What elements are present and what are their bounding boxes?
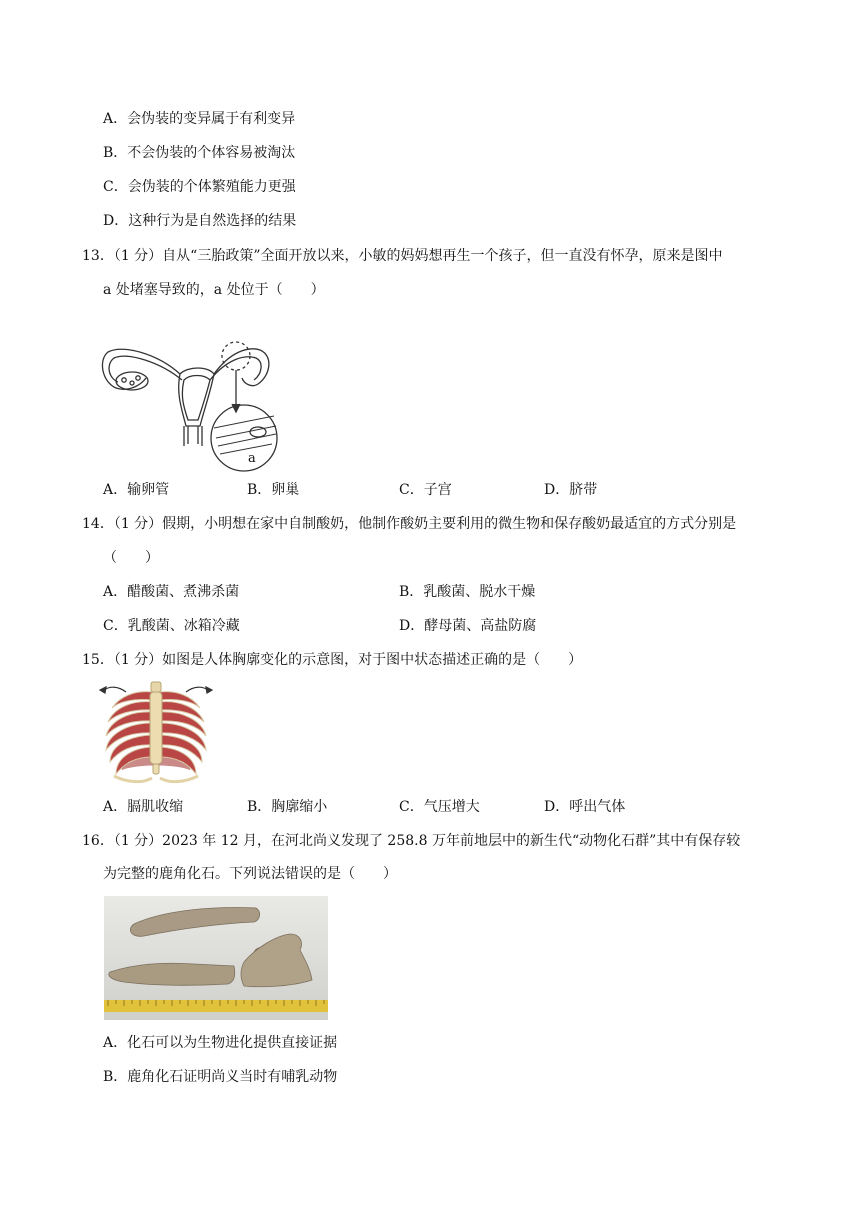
q13-option-c: C．子宫	[399, 482, 452, 498]
q15-option-d: D．呼出气体	[544, 799, 626, 815]
q13-option-d: D．脐带	[544, 482, 598, 498]
q13-stem-line1: 13．（1 分）自从“三胎政策”全面开放以来，小敏的妈妈想再生一个孩子，但一直没有怀孕，原来是图中	[82, 248, 723, 264]
q16-stem-line1: 16．（1 分）2023 年 12 月，在河北尚义发现了 258.8 万年前地层中的新生代“动物化石群”其中有保存较	[82, 833, 741, 849]
q12-option-a: A．会伪装的变异属于有利变异	[103, 111, 296, 127]
q13-option-a: A．输卵管	[103, 482, 170, 498]
q16-stem-line2: 为完整的鹿角化石。下列说法错误的是（ ）	[103, 866, 397, 882]
q15-option-a: A．膈肌收缩	[103, 799, 184, 815]
q14-stem-line1: 14．（1 分）假期，小明想在家中自制酸奶，他制作酸奶主要利用的微生物和保存酸奶最适宜的方式分别是	[82, 516, 737, 532]
q12-option-b: B．不会伪装的个体容易被淘汰	[103, 145, 296, 161]
q15-option-c: C．气压增大	[399, 799, 480, 815]
q12-option-d: D．这种行为是自然选择的结果	[103, 213, 297, 229]
q14-option-b: B．乳酸菌、脱水干燥	[399, 584, 536, 600]
q16-option-a: A．化石可以为生物进化提供直接证据	[103, 1035, 338, 1051]
antler-fossil-photo	[104, 896, 328, 1020]
q15-stem-line1: 15．（1 分）如图是人体胸廓变化的示意图，对于图中状态描述正确的是（ ）	[82, 652, 583, 668]
ribcage-diagram	[96, 678, 216, 790]
q14-option-a: A．醋酸菌、煮沸杀菌	[103, 584, 240, 600]
q14-stem-line2: （ ）	[103, 550, 159, 566]
q13-stem-line2: a 处堵塞导致的，a 处位于（ ）	[103, 282, 325, 298]
uterus-diagram	[98, 334, 280, 474]
q14-option-c: C．乳酸菌、冰箱冷藏	[103, 618, 240, 634]
q14-option-d: D．酵母菌、高盐防腐	[399, 618, 537, 634]
q13-option-b: B．卵巢	[247, 482, 300, 498]
q15-option-b: B．胸廓缩小	[247, 799, 328, 815]
figure-label-a: a	[248, 451, 256, 466]
q12-option-c: C．会伪装的个体繁殖能力更强	[103, 179, 296, 195]
q16-option-b: B．鹿角化石证明尚义当时有哺乳动物	[103, 1069, 338, 1085]
